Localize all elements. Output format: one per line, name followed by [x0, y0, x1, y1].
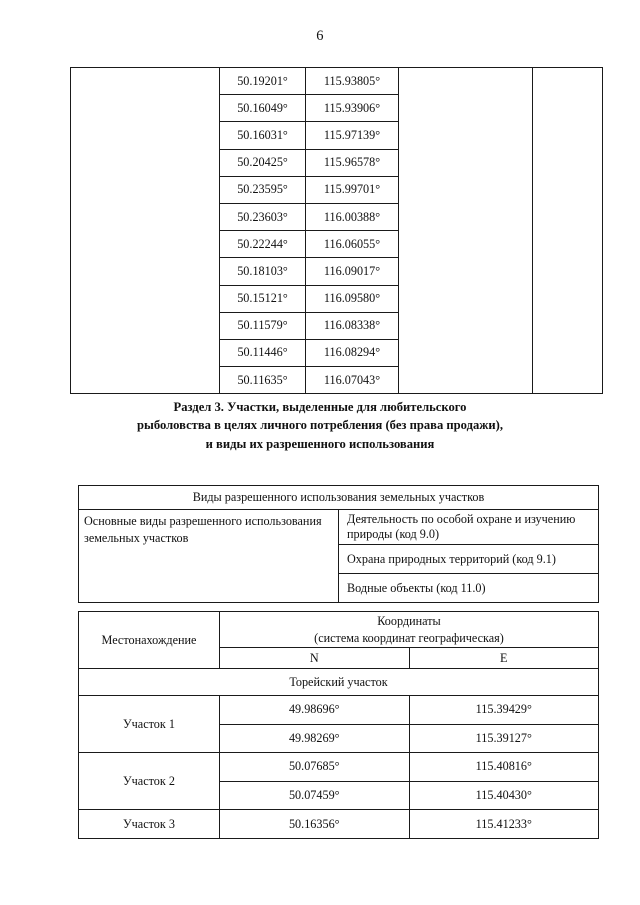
- table-row: [71, 231, 603, 258]
- coord-e-cell: 116.09580°: [306, 285, 399, 312]
- blank-mid-cell: [399, 176, 533, 203]
- blank-mid-cell: [399, 367, 533, 394]
- blank-mid-cell: [399, 258, 533, 285]
- table-row: [71, 285, 603, 312]
- coord-n-cell: 50.22244°: [220, 231, 306, 258]
- column-header-e: E: [409, 648, 599, 669]
- coord-e-cell: 115.93805°: [306, 68, 399, 95]
- blank-left-cell: [71, 285, 220, 312]
- coord-n-cell: 50.11635°: [220, 367, 306, 394]
- section-heading-line-2: рыболовства в целях личного потребления (без права продажи),: [136, 418, 504, 433]
- coord-e-cell: 115.39429°: [409, 696, 599, 725]
- blank-right-cell: [533, 339, 603, 366]
- blank-mid-cell: [399, 285, 533, 312]
- coord-n-cell: 50.16049°: [220, 95, 306, 122]
- coord-n-cell: 50.23595°: [220, 176, 306, 203]
- coordinates-continued-body: [71, 68, 603, 394]
- permitted-use-value: Деятельность по особой охране и изучению природы (код 9.0): [339, 510, 599, 545]
- coordinates-header-line-1: Координаты: [377, 614, 441, 629]
- coord-e-cell: 115.40430°: [409, 781, 599, 810]
- coord-e-cell: 115.39127°: [409, 724, 599, 753]
- coord-e-cell: 115.40816°: [409, 753, 599, 782]
- permitted-use-body: [79, 486, 599, 603]
- section-heading: [70, 398, 570, 453]
- table-row: [79, 696, 599, 725]
- table-row: [71, 312, 603, 339]
- coordinates-continued-table: [70, 67, 603, 394]
- table-row: [79, 486, 599, 510]
- coord-e-cell: 115.97139°: [306, 122, 399, 149]
- blank-left-cell: [71, 367, 220, 394]
- plot-name: Участок 3: [79, 810, 220, 839]
- table-header-row: [79, 612, 599, 648]
- coord-e-cell: 116.00388°: [306, 203, 399, 230]
- blank-right-cell: [533, 176, 603, 203]
- blank-left-cell: [71, 122, 220, 149]
- table-row: [71, 258, 603, 285]
- permitted-use-title: Виды разрешенного использования земельных участков: [79, 486, 599, 510]
- table-row: [71, 203, 603, 230]
- coord-n-cell: 50.23603°: [220, 203, 306, 230]
- section-heading-line-3: и виды их разрешенного использования: [205, 436, 435, 451]
- table-row: [71, 122, 603, 149]
- permitted-use-value: Водные объекты (код 11.0): [339, 574, 599, 603]
- blank-right-cell: [533, 258, 603, 285]
- coord-e-cell: 115.96578°: [306, 149, 399, 176]
- coord-n-cell: 50.11579°: [220, 312, 306, 339]
- blank-right-cell: [533, 122, 603, 149]
- blank-right-cell: [533, 203, 603, 230]
- table-row: [79, 669, 599, 696]
- coord-n-cell: 50.16031°: [220, 122, 306, 149]
- plot-name: Участок 2: [79, 753, 220, 810]
- permitted-use-table: [78, 485, 599, 603]
- coord-n-cell: 50.15121°: [220, 285, 306, 312]
- blank-mid-cell: [399, 95, 533, 122]
- coord-n-cell: 50.16356°: [220, 810, 410, 839]
- blank-left-cell: [71, 203, 220, 230]
- blank-left-cell: [71, 176, 220, 203]
- table-row: [79, 510, 599, 545]
- blank-left-cell: [71, 149, 220, 176]
- table-row: [79, 810, 599, 839]
- blank-mid-cell: [399, 312, 533, 339]
- table-row: [71, 339, 603, 366]
- blank-right-cell: [533, 231, 603, 258]
- locations-coordinates-table: [78, 611, 599, 839]
- table-row: [71, 176, 603, 203]
- blank-right-cell: [533, 95, 603, 122]
- blank-mid-cell: [399, 68, 533, 95]
- blank-left-cell: [71, 231, 220, 258]
- coord-e-cell: 116.08294°: [306, 339, 399, 366]
- permitted-use-label: Основные виды разрешенного использования земельных участков: [79, 510, 339, 603]
- blank-left-cell: [71, 95, 220, 122]
- blank-mid-cell: [399, 149, 533, 176]
- table-row: [79, 753, 599, 782]
- blank-mid-cell: [399, 122, 533, 149]
- blank-right-cell: [533, 285, 603, 312]
- coord-n-cell: 50.07685°: [220, 753, 410, 782]
- coordinates-header-line-2: (система координат географическая): [314, 630, 504, 645]
- blank-right-cell: [533, 312, 603, 339]
- coord-e-cell: 116.08338°: [306, 312, 399, 339]
- coord-n-cell: 50.20425°: [220, 149, 306, 176]
- coord-n-cell: 50.11446°: [220, 339, 306, 366]
- blank-right-cell: [533, 68, 603, 95]
- coord-n-cell: 49.98269°: [220, 724, 410, 753]
- table-row: [71, 68, 603, 95]
- area-title: Торейский участок: [79, 669, 599, 696]
- plot-name: Участок 1: [79, 696, 220, 753]
- coord-e-cell: 116.07043°: [306, 367, 399, 394]
- blank-left-cell: [71, 312, 220, 339]
- blank-mid-cell: [399, 203, 533, 230]
- locations-coordinates-body: [79, 612, 599, 839]
- column-header-n: N: [220, 648, 410, 669]
- coord-n-cell: 49.98696°: [220, 696, 410, 725]
- location-column-header: Местонахождение: [79, 612, 220, 669]
- coord-e-cell: 116.06055°: [306, 231, 399, 258]
- blank-left-cell: [71, 339, 220, 366]
- coord-e-cell: 115.41233°: [409, 810, 599, 839]
- table-row: [71, 95, 603, 122]
- blank-mid-cell: [399, 339, 533, 366]
- coord-e-cell: 115.99701°: [306, 176, 399, 203]
- blank-mid-cell: [399, 231, 533, 258]
- blank-left-cell: [71, 258, 220, 285]
- table-row: [71, 367, 603, 394]
- section-heading-line-1: Раздел 3. Участки, выделенные для любительского: [173, 400, 467, 414]
- coord-n-cell: 50.07459°: [220, 781, 410, 810]
- blank-right-cell: [533, 149, 603, 176]
- page-number: 6: [316, 28, 324, 44]
- permitted-use-value: Охрана природных территорий (код 9.1): [339, 545, 599, 574]
- coord-e-cell: 115.93906°: [306, 95, 399, 122]
- coordinates-column-header: [220, 612, 599, 648]
- coord-n-cell: 50.19201°: [220, 68, 306, 95]
- blank-right-cell: [533, 367, 603, 394]
- coord-e-cell: 116.09017°: [306, 258, 399, 285]
- table-row: [71, 149, 603, 176]
- coord-n-cell: 50.18103°: [220, 258, 306, 285]
- blank-left-cell: [71, 68, 220, 95]
